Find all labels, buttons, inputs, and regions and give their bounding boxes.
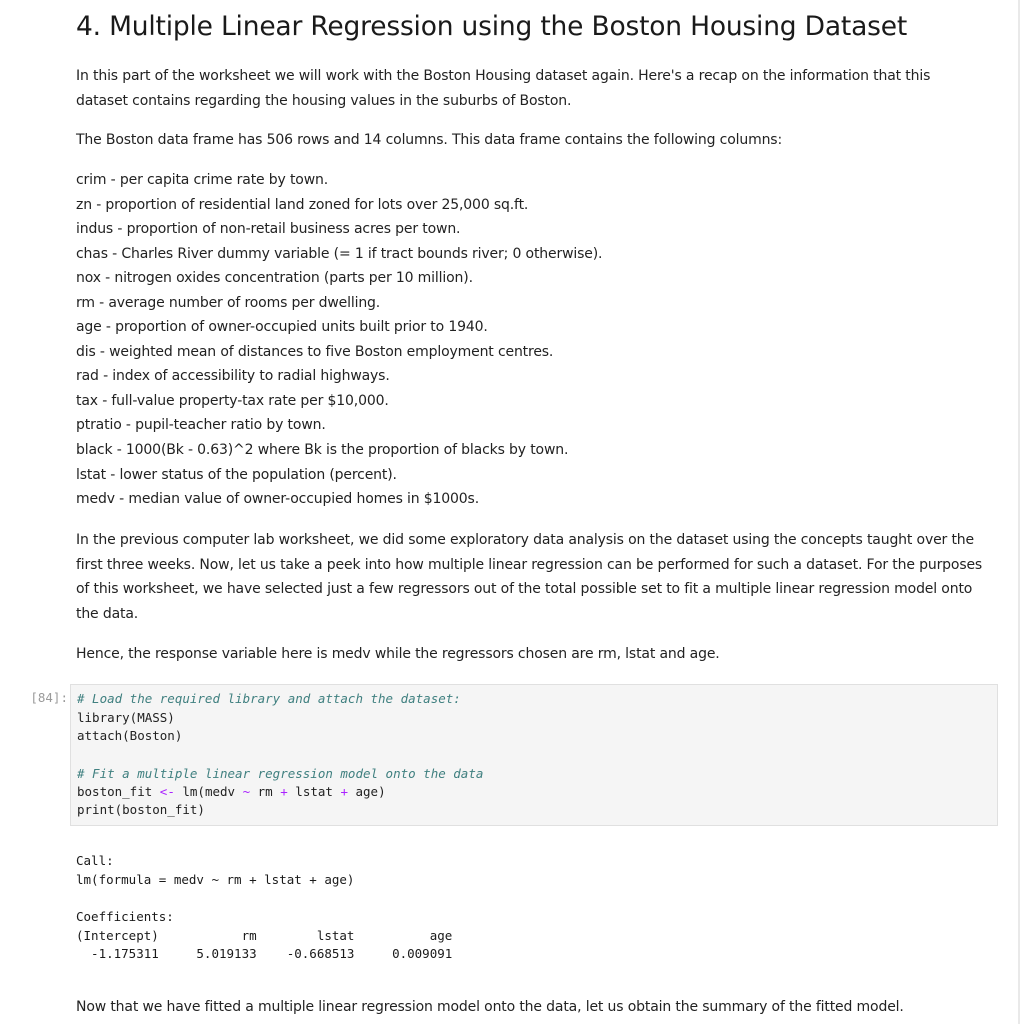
- response-paragraph: Hence, the response variable here is medv while the regressors chosen are rm, lstat and age.: [76, 646, 720, 662]
- code-line-library: library(MASS): [77, 710, 175, 725]
- code-fit-lhs: boston_fit: [77, 784, 160, 799]
- summary-markdown-cell: [76, 995, 986, 1020]
- code-fit-term-rm: rm: [250, 784, 281, 799]
- code-tilde-operator: ~: [242, 784, 251, 799]
- code-line-fit: [77, 784, 386, 799]
- output-coefficients-header: (Intercept) rm lstat age: [76, 928, 468, 943]
- column-description-item: rm - average number of rooms per dwelling.: [76, 294, 381, 311]
- code-line-print: print(boston_fit): [77, 802, 205, 817]
- code-comment-load: # Load the required library and attach the dataset:: [77, 691, 461, 706]
- code-assign-operator: <-: [159, 784, 175, 799]
- output-coefficients-label: Coefficients:: [76, 909, 174, 924]
- summary-paragraph: Now that we have fitted a multiple linear regression model onto the data, let us obtain the summary of the fitted model.: [76, 999, 904, 1015]
- previous-lab-markdown-cell: [76, 528, 986, 626]
- column-description-item: rad - index of accessibility to radial highways.: [76, 368, 390, 385]
- column-description-item: dis - weighted mean of distances to five Boston employment centres.: [76, 343, 554, 360]
- column-description-item: chas - Charles River dummy variable (= 1 if tract bounds river; 0 otherwise).: [76, 245, 603, 262]
- column-description-item: lstat - lower status of the population (percent).: [76, 466, 397, 483]
- column-description-item: zn - proportion of residential land zoned for lots over 25,000 sq.ft.: [76, 196, 529, 213]
- dims-markdown-cell: [76, 128, 986, 153]
- column-description-item: nox - nitrogen oxides concentration (parts per 10 million).: [76, 270, 473, 287]
- column-description-item: medv - median value of owner-occupied homes in $1000s.: [76, 491, 479, 508]
- code-comment-fit: # Fit a multiple linear regression model onto the data: [77, 766, 484, 781]
- code-plus-operator: +: [280, 784, 288, 799]
- code-fit-term-age: age): [347, 784, 386, 799]
- input-prompt: [84]:: [30, 690, 68, 705]
- output-call-formula: lm(formula = medv ~ rm + lstat + age): [76, 872, 355, 887]
- intro-markdown-cell: [76, 64, 986, 113]
- section-heading: 4. Multiple Linear Regression using the Boston Housing Dataset: [76, 11, 908, 42]
- column-description-item: indus - proportion of non-retail business acres per town.: [76, 221, 461, 238]
- column-descriptions-list: [76, 168, 986, 512]
- code-fit-term-lstat: lstat: [287, 784, 341, 799]
- output-coefficients-values: -1.175311 5.019133 -0.668513 0.009091: [76, 946, 468, 961]
- column-description-item: black - 1000(Bk - 0.63)^2 where Bk is the proportion of blacks by town.: [76, 442, 569, 459]
- column-description-item: crim - per capita crime rate by town.: [76, 172, 329, 188]
- dims-paragraph: The Boston data frame has 506 rows and 14 columns. This data frame contains the following columns:: [76, 132, 783, 148]
- intro-paragraph: In this part of the worksheet we will work with the Boston Housing dataset again. Here's a recap on the information that this dataset contains regarding the housing values in the suburbs of Boston.: [76, 68, 931, 109]
- column-description-item: tax - full-value property-tax rate per $10,000.: [76, 392, 389, 409]
- column-description-item: ptratio - pupil-teacher ratio by town.: [76, 417, 326, 434]
- response-markdown-cell: [76, 642, 986, 667]
- column-description-item: age - proportion of owner-occupied units built prior to 1940.: [76, 319, 488, 336]
- code-plus-operator: +: [340, 784, 348, 799]
- code-line-attach: attach(Boston): [77, 728, 183, 743]
- previous-lab-paragraph: In the previous computer lab worksheet, we did some exploratory data analysis on the dataset using the concepts taught over the first three weeks. Now, let us take a peek into how multiple linear regression can be performed for such a dataset. For the purposes of this worksheet, we have selected just a few regressors out of the total possible set to fit a multiple linear regression model onto the data.: [76, 532, 983, 622]
- output-call-label: Call:: [76, 853, 114, 868]
- code-cell-editor[interactable]: [70, 684, 998, 826]
- code-fit-call: lm(medv: [174, 784, 243, 799]
